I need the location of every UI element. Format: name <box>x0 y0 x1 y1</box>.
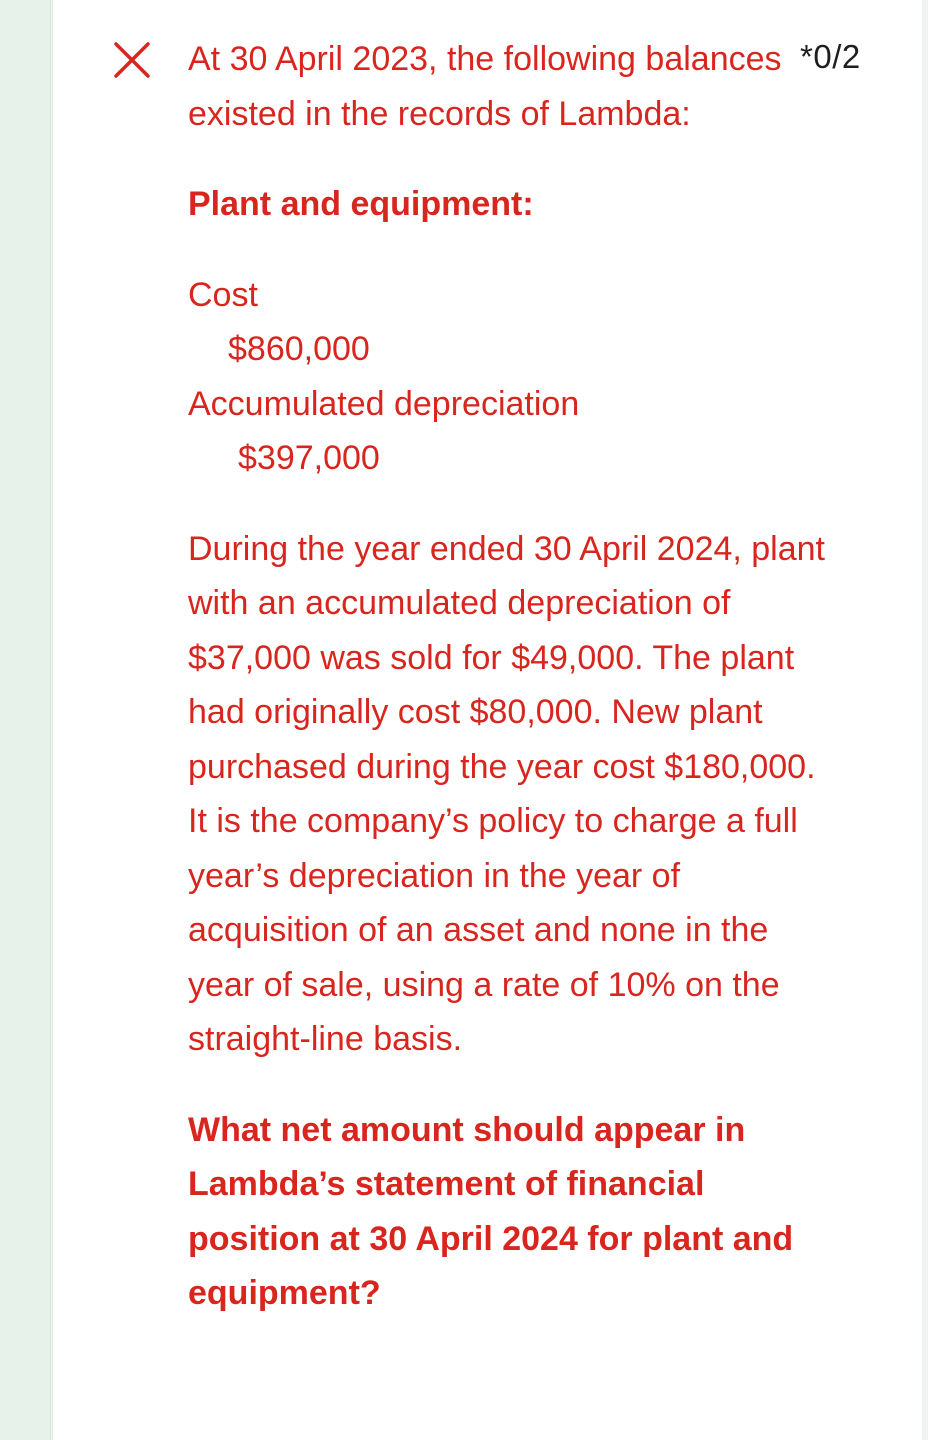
cost-value: $860,000 <box>228 330 370 368</box>
accumulated-depreciation-label: Accumulated depreciation <box>188 384 580 423</box>
section-heading: Plant and equipment: <box>188 185 534 223</box>
cost-label: Cost <box>188 275 258 314</box>
incorrect-x-icon <box>112 40 152 80</box>
accumulated-depreciation-value: $397,000 <box>238 439 380 477</box>
question-content <box>188 32 828 1321</box>
score-badge: *0/2 <box>800 38 861 75</box>
left-rail <box>0 0 51 1440</box>
question-intro: At 30 April 2023, the following balances existed in the records of Lambda: <box>188 40 782 133</box>
question-body: During the year ended 30 April 2024, plant with an accumulated depreciation of $37,000 was sold for $49,000. The plant had originally cost $80,000. New plant purchased during the year cost $180,000. It is the company’s policy to charge a full year’s depreciation in the year of acquisition of an asset and none in the year of sale, using a rate of 10% on the straight-line basis. <box>188 529 826 1058</box>
right-edge <box>922 0 928 1440</box>
question-prompt: What net amount should appear in Lambda’s statement of financial position at 30 April 2024 for plant and equipment? <box>188 1110 794 1312</box>
